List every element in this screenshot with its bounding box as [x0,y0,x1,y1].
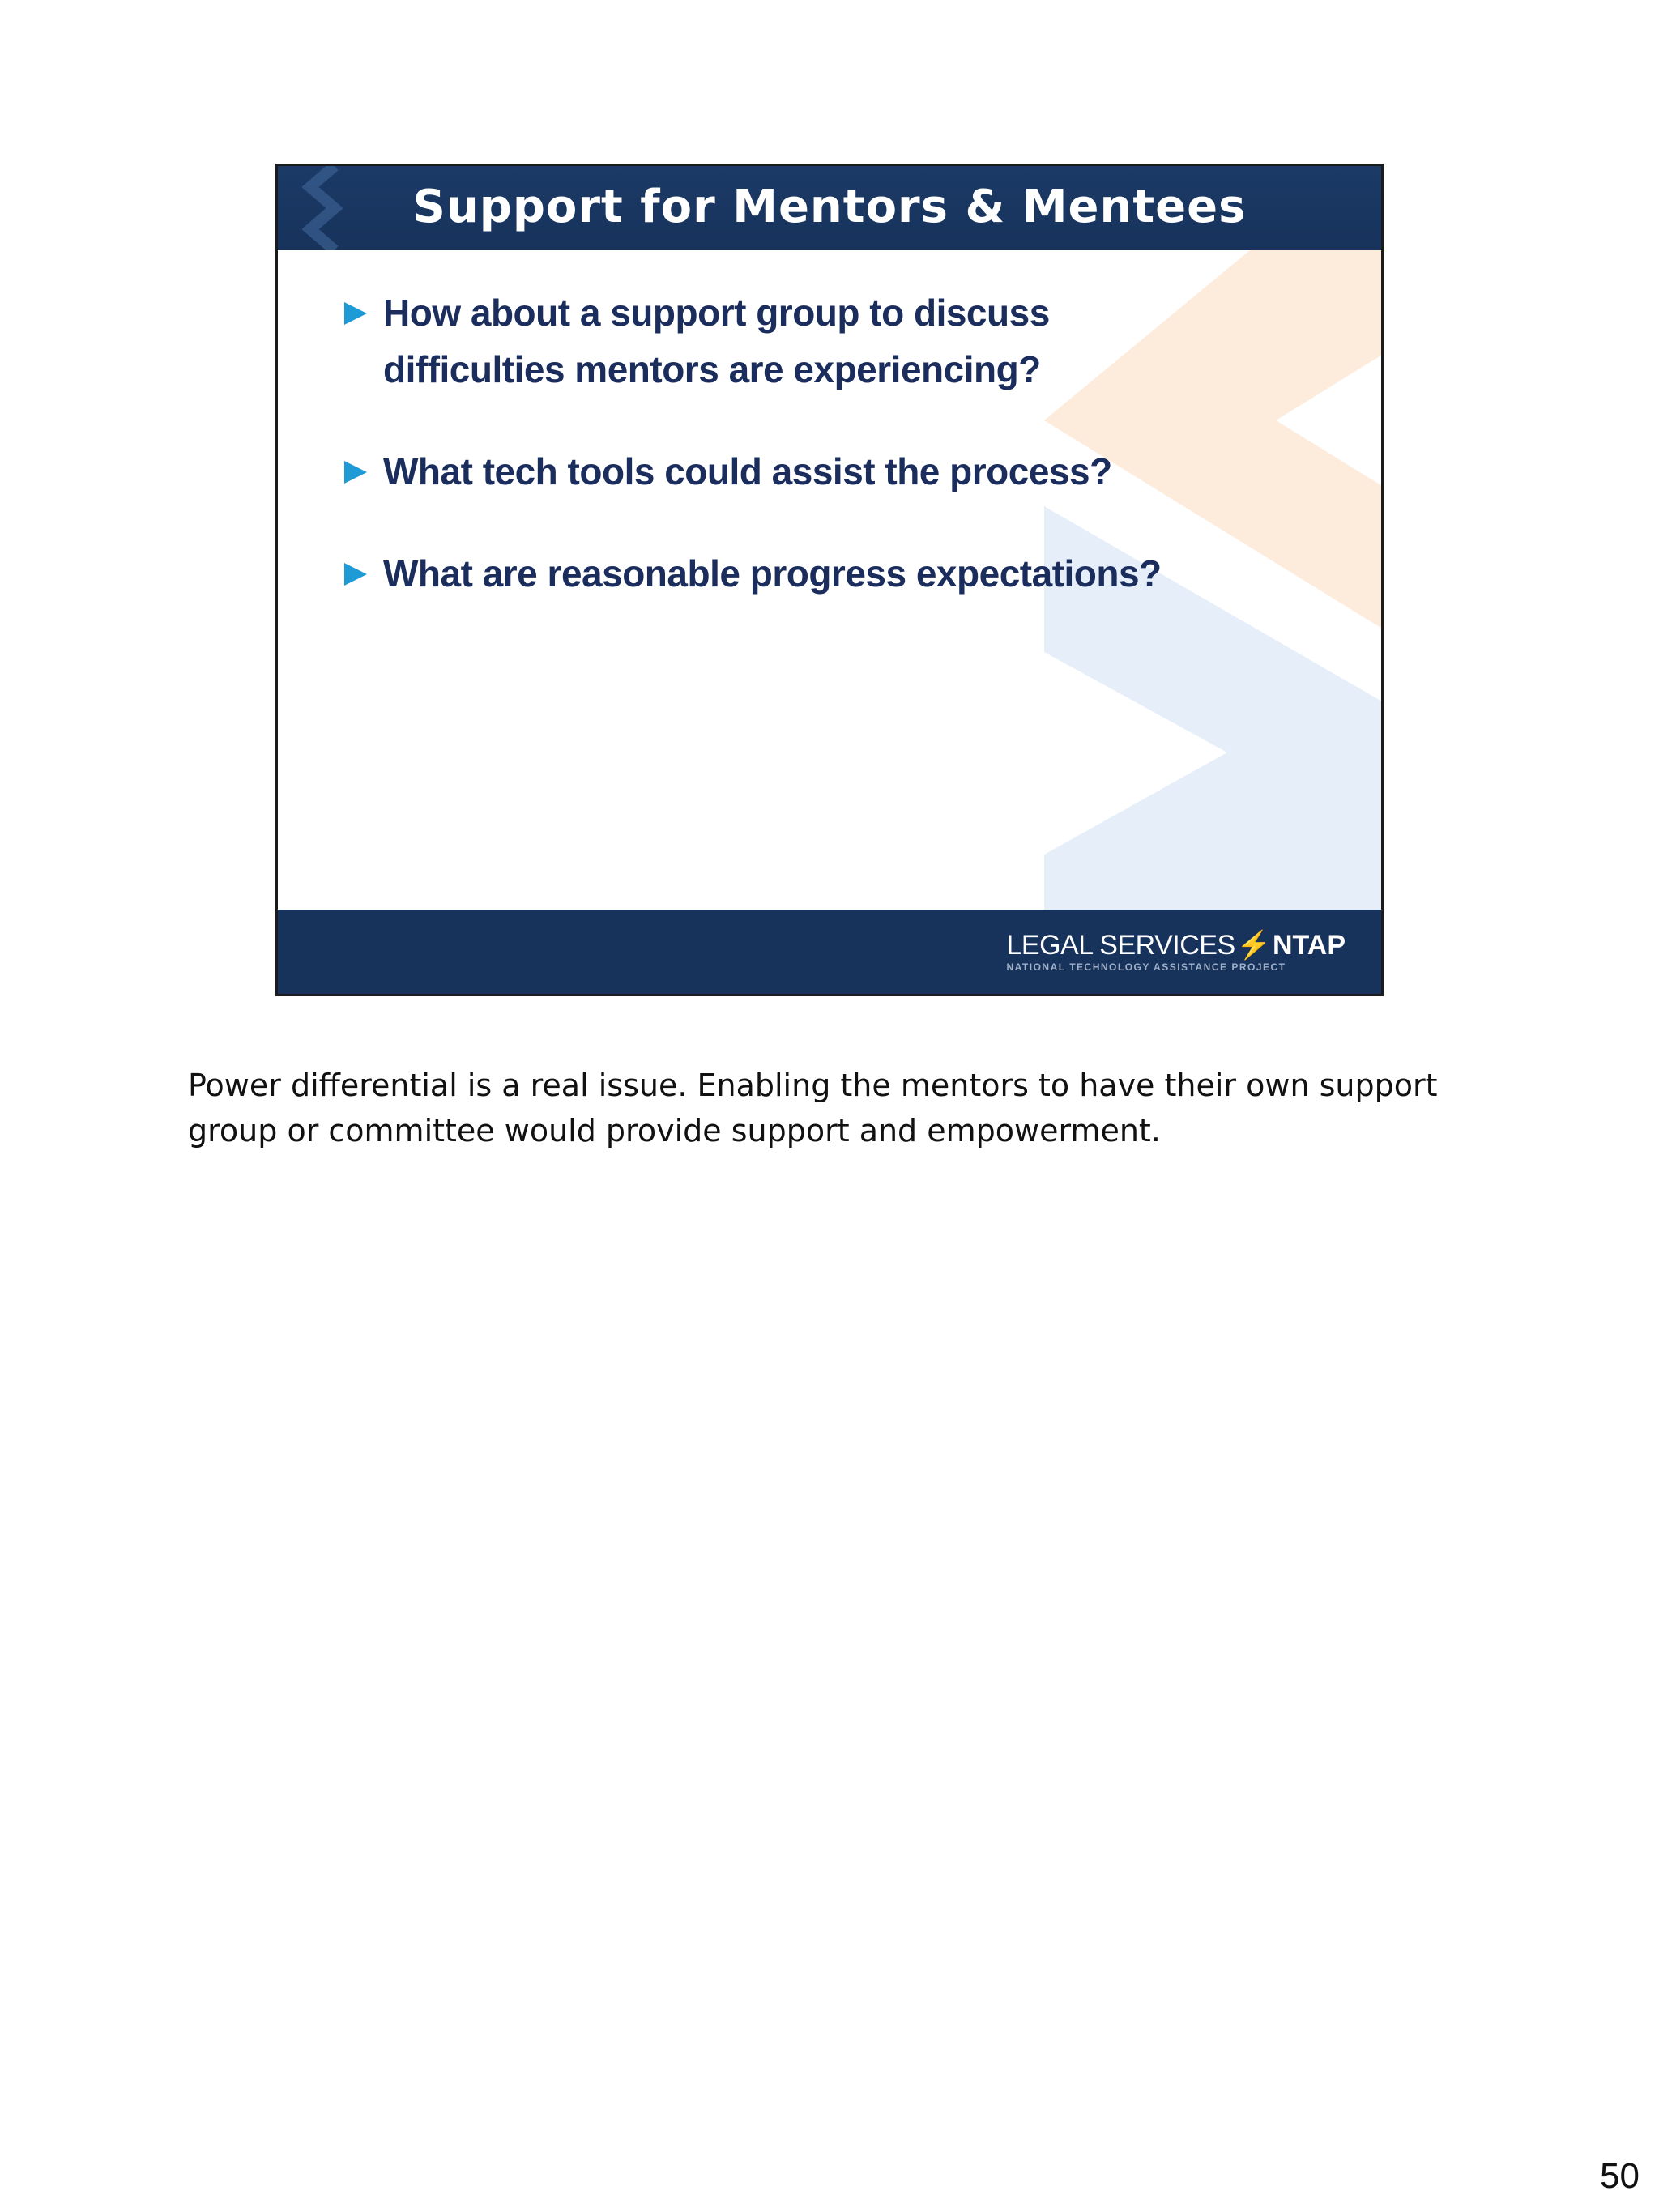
bullet-item [341,545,1232,602]
triangle-bullet-icon [344,563,367,586]
page-number: 50 [1600,2156,1640,2196]
bullet-text: How about a support group to discuss difficulties mentors are experiencing? [383,292,1050,390]
triangle-bullet-icon [344,302,367,325]
logo-ntap: NTAP [1272,930,1346,961]
slide-title: Support for Mentors & Mentees [412,181,1247,233]
logo-legal-services: LEGAL SERVICES [1006,930,1235,961]
slide [275,164,1384,996]
logo-main [1006,931,1346,960]
triangle-bullet-icon [344,461,367,484]
bullet-text: What tech tools could assist the process? [383,450,1112,492]
lightning-bolt-icon: ⚡ [1236,930,1271,961]
bullet-item [341,443,1232,500]
speaker-notes: Power differential is a real issue. Enabling the mentors to have their own support group or committee would provide support and empowerment. [188,1068,1438,1149]
bullet-list [341,284,1232,602]
bullet-text: What are reasonable progress expectations? [383,552,1162,595]
slide-footer [278,910,1381,994]
legal-services-ntap-logo [1006,931,1346,973]
slide-header [278,166,1381,250]
bullet-item [341,284,1232,398]
logo-subtitle: NATIONAL TECHNOLOGY ASSISTANCE PROJECT [1006,961,1286,973]
